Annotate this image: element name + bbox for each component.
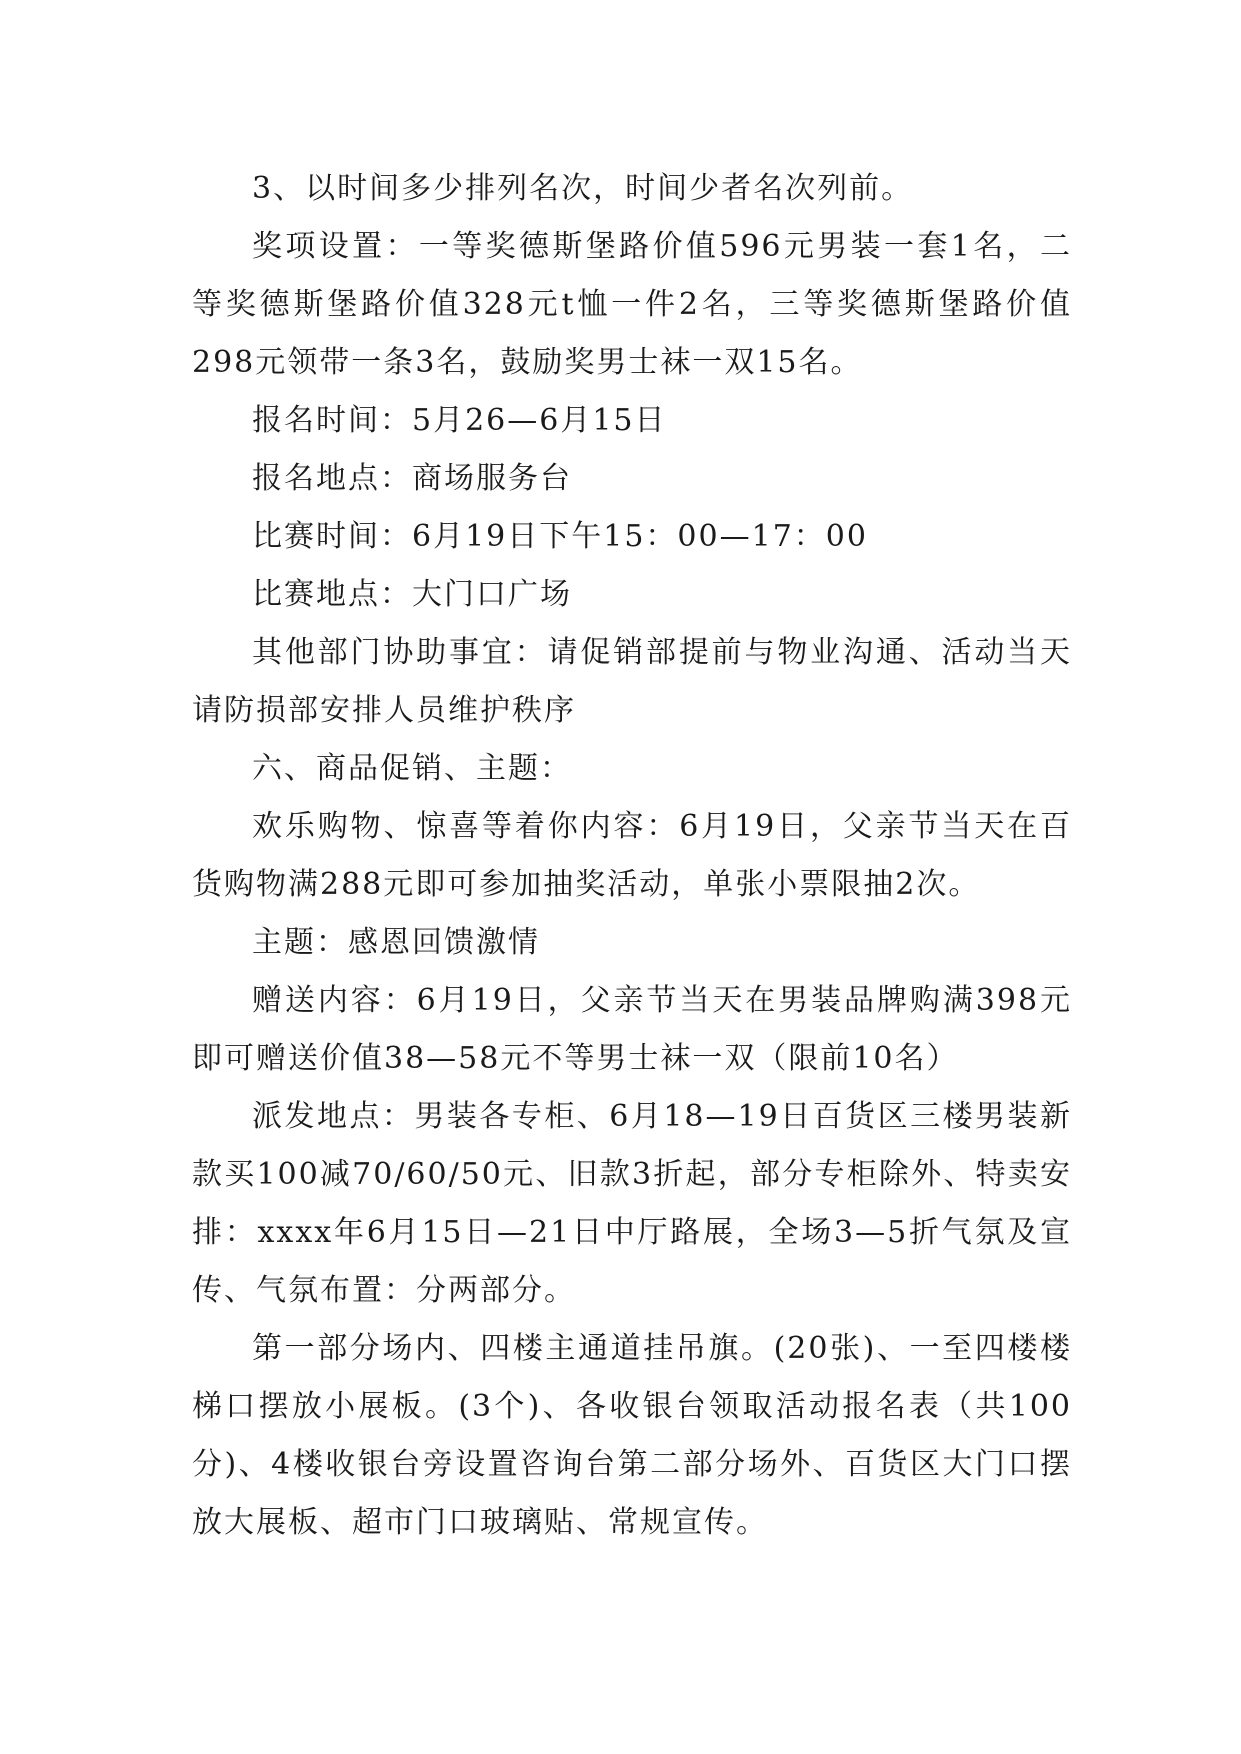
section-heading-promotion: 六、商品促销、主题： [252, 751, 572, 786]
paragraph-decoration: 第一部分场内、四楼主通道挂吊旗。(20张)、一至四楼楼梯口摆放小展板。(3个)、各收银台领取活动报名表（共100分)、4楼收银台旁设置咨询台第二部分场外、百货区大门口摆放大展板、超市门口玻璃贴、常规宣传。 [192, 1331, 1072, 1540]
paragraph-registration-time: 报名时间：5月26—6月15日 [252, 403, 667, 438]
paragraph-distribution: 派发地点：男装各专柜、6月18—19日百货区三楼男装新款买100减70/60/50元、旧款3折起，部分专柜除外、特卖安排：xxxx年6月15日—21日中厅路展，全场3—5折气氛及宣传、气氛布置：分两部分。 [192, 1099, 1072, 1308]
paragraph-ranking-rule: 3、以时间多少排列名次，时间少者名次列前。 [252, 171, 914, 206]
paragraph-prizes: 奖项设置：一等奖德斯堡路价值596元男装一套1名，二等奖德斯堡路价值328元t恤一件2名，三等奖德斯堡路价值298元领带一条3名，鼓励奖男士袜一双15名。 [192, 229, 1072, 380]
paragraph-theme: 主题：感恩回馈激情 [252, 925, 540, 960]
paragraph-registration-place: 报名地点：商场服务台 [252, 461, 572, 496]
paragraph-lottery: 欢乐购物、惊喜等着你内容：6月19日，父亲节当天在百货购物满288元即可参加抽奖活动，单张小票限抽2次。 [192, 809, 1072, 902]
document-body [192, 160, 1072, 1552]
paragraph-competition-place: 比赛地点：大门口广场 [252, 577, 572, 612]
paragraph-department-coordination: 其他部门协助事宜：请促销部提前与物业沟通、活动当天请防损部安排人员维护秩序 [192, 635, 1072, 728]
paragraph-gift: 赠送内容：6月19日，父亲节当天在男装品牌购满398元即可赠送价值38—58元不等男士袜一双（限前10名） [192, 983, 1072, 1076]
paragraph-competition-time: 比赛时间：6月19日下午15：00—17：00 [252, 519, 868, 554]
